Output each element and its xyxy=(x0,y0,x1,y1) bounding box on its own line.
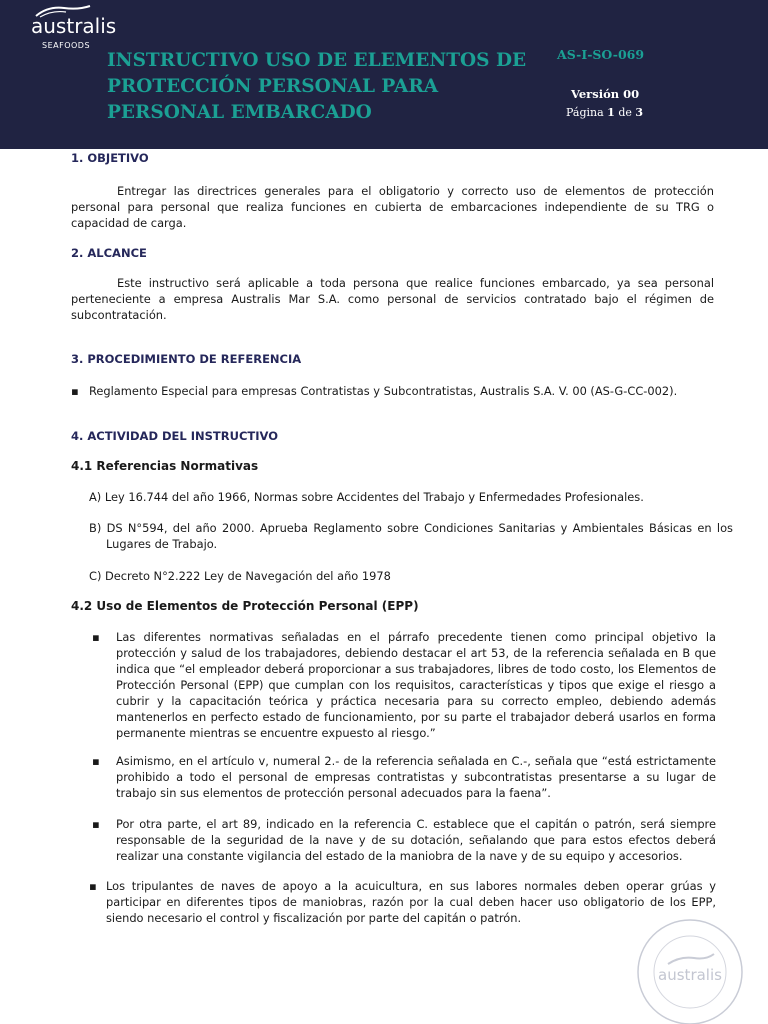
stamp-logo-text: australis xyxy=(658,966,722,984)
subsection-heading-epp: 4.2 Uso de Elementos de Protección Personal (EPP) xyxy=(71,599,419,613)
subsection-heading-referencias: 4.1 Referencias Normativas xyxy=(71,459,259,473)
australis-logo xyxy=(28,4,118,56)
logo-subtitle: SEAFOODS xyxy=(42,41,91,50)
bullet-marker: ▪ xyxy=(92,817,100,831)
reference-item-a: A) Ley 16.744 del año 1966, Normas sobre Accidentes del Trabajo y Enfermedades Profesionales. xyxy=(89,490,644,504)
bullet-marker: ▪ xyxy=(92,754,100,768)
alcance-paragraph: Este instructivo será aplicable a toda persona que realice funciones embarcado, ya sea personal perteneciente a empresa Australis Mar S.A. como personal de servicios contratado bajo el régimen de subcontratación. xyxy=(71,276,714,322)
document-control-stamp xyxy=(618,914,748,1024)
document-header xyxy=(0,0,768,149)
epp-bullet-2-text: Asimismo, en el artículo v, numeral 2.- de la referencia señalada en C.-, señala que “está estrictamente prohibido a todo el personal de empresas contratistas y subcontratistas presentarse a su lugar de trabajo sin sus elementos de protección personal adecuados para la faena”. xyxy=(116,754,716,800)
section-heading-alcance: 2. ALCANCE xyxy=(71,246,147,260)
objetivo-paragraph: Entregar las directrices generales para el obligatorio y correcto uso de elementos de protección personal para personal que realiza funciones en cubierta de embarcaciones independiente de su TRG o capacidad de carga. xyxy=(71,184,714,230)
bullet-marker: ▪ xyxy=(71,384,79,398)
section-heading-procedimiento: 3. PROCEDIMIENTO DE REFERENCIA xyxy=(71,352,302,366)
bullet-marker: ▪ xyxy=(92,630,100,644)
logo-wordmark: australis xyxy=(31,14,117,38)
document-version: Versión 00 xyxy=(571,87,640,101)
epp-bullet-1-text: Las diferentes normativas señaladas en el párrafo precedente tienen como principal objetivo la protección y salud de los trabajadores, debiendo destacar el art 53, de la referencia señalada en B que indica que “el empleador deberá proporcionar a sus trabajadores, libres de todo costo, los Elementos de Protección Personal (EPP) que cumplan con los requisitos, características y tipos que exige el riesgo a cubrir y la capacitación teórica y práctica necesaria para su correcto empleo, debiendo además mantenerlos en perfecto estado de funcionamiento, por su parte el trabajador deberá usarlos en forma permanente mientras se encuentre expuesto al riesgo.” xyxy=(116,630,716,740)
page-indicator xyxy=(566,106,643,119)
epp-bullet-4-text: Los tripulantes de naves de apoyo a la acuicultura, en sus labores normales deben operar grúas y participar en diferentes tipos de maniobras, razón por la cual deben hacer uso obligatorio de los EPP, siendo necesario el control y fiscalización por parte del capitán o patrón. xyxy=(106,879,716,925)
epp-bullet-3-text: Por otra parte, el art 89, indicado en la referencia C. establece que el capitán o patrón, será siempre responsable de la seguridad de la nave y de su dotación, señalando que para estos efectos deberá realizar una constante vigilancia del estado de la maniobra de la nave y de su equipo y accesorios. xyxy=(116,817,716,863)
section-heading-actividad: 4. ACTIVIDAD DEL INSTRUCTIVO xyxy=(71,429,279,443)
procedimiento-bullet-text: Reglamento Especial para empresas Contratistas y Subcontratistas, Australis S.A. V. 00 (AS-G-CC-002). xyxy=(89,384,678,398)
page-prefix: Página xyxy=(566,106,604,119)
section-heading-objetivo: 1. OBJETIVO xyxy=(71,151,149,165)
document-code: AS-I-SO-069 xyxy=(557,47,645,62)
reference-item-b: B) DS N°594, del año 2000. Aprueba Reglamento sobre Condiciones Sanitarias y Ambientales Básicas en los Lugares de Trabajo. xyxy=(89,521,733,551)
document-title: INSTRUCTIVO USO DE ELEMENTOS DE PROTECCIÓN PERSONAL PARA PERSONAL EMBARCADO xyxy=(107,50,527,123)
page-current: 1 xyxy=(607,106,615,119)
page-total: 3 xyxy=(635,106,644,119)
bullet-marker: ▪ xyxy=(89,879,97,893)
reference-item-c: C) Decreto N°2.222 Ley de Navegación del año 1978 xyxy=(89,569,391,583)
page-mid: de xyxy=(618,106,632,119)
